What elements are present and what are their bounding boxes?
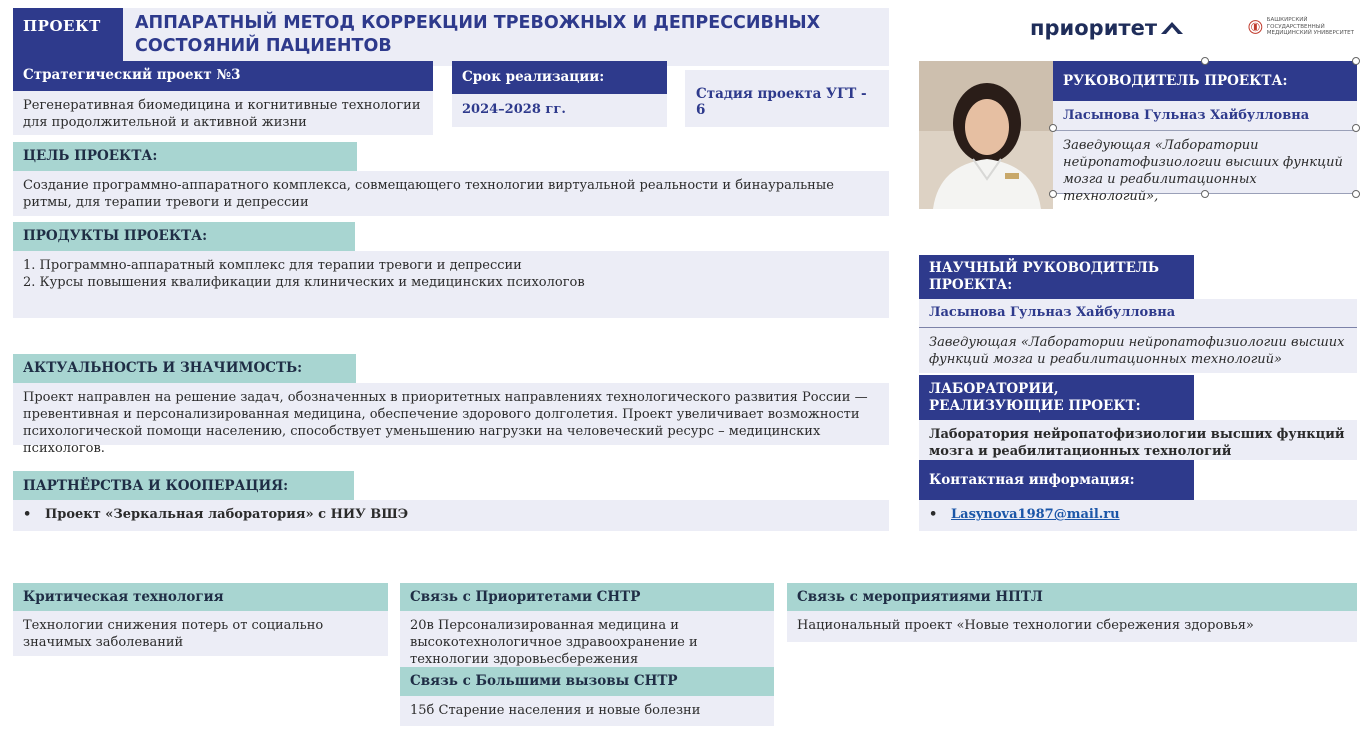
strategic-project-header: Стратегический проект №3 (13, 61, 433, 91)
big-challenges-header: Связь с Большими вызовы СНТР (400, 667, 774, 696)
relevance-text: Проект направлен на решение задач, обозначенных в приоритетных направлениях технологического развития России — превентивная и персонализированная медицина, обеспечение здорового долголетия. Проект увеличивает возможности психологической помощи населению, способствует уменьшению нагрузки на человеческий ресурс – медицинских психологов. (13, 383, 889, 445)
products-header: ПРОДУКТЫ ПРОЕКТА: (13, 222, 355, 251)
page-title: АППАРАТНЫЙ МЕТОД КОРРЕКЦИИ ТРЕВОЖНЫХ И ДЕПРЕССИВНЫХ СОСТОЯНИЙ ПАЦИЕНТОВ (123, 8, 889, 66)
labs-text: Лаборатория нейропатофизиологии высших функций мозга и реабилитационных технологий (919, 420, 1357, 460)
deadline-header: Срок реализации: (452, 61, 667, 94)
scientific-leader-name: Ласынова Гульназ Хайбулловна (919, 299, 1357, 328)
leader-header: РУКОВОДИТЕЛЬ ПРОЕКТА: (1053, 61, 1357, 101)
selection-handle[interactable] (1352, 190, 1360, 198)
bgmu-logo-text: БАШКИРСКИЙ ГОСУДАРСТВЕННЫЙ МЕДИЦИНСКИЙ УНИВЕРСИТЕТ (1266, 17, 1354, 37)
selection-handle[interactable] (1352, 57, 1360, 65)
product-item: 2. Курсы повышения квалификации для клинических и медицинских психологов (23, 275, 585, 290)
strategic-project-text: Регенеративная биомедицина и когнитивные технологии для продолжительной и активной жизни (13, 91, 433, 135)
selection-handle[interactable] (1049, 124, 1057, 132)
selection-handle[interactable] (1352, 124, 1360, 132)
critical-technology-text: Технологии снижения потерь от социально значимых заболеваний (13, 611, 388, 656)
prioritet-logo-text: приоритет (1030, 16, 1158, 40)
scientific-leader-header: НАУЧНЫЙ РУКОВОДИТЕЛЬ ПРОЕКТА: (919, 255, 1194, 299)
relevance-header: АКТУАЛЬНОСТЬ И ЗНАЧИМОСТЬ: (13, 354, 356, 383)
leader-photo (919, 61, 1053, 209)
project-label: ПРОЕКТ (13, 8, 123, 66)
bgmu-emblem-icon (1248, 11, 1263, 43)
sntr-priorities-text: 20в Персонализированная медицина и высокотехнологичное здравоохранение и технологии здоровьесбережения (400, 611, 774, 667)
contact-bullet: • (929, 507, 938, 522)
products-list (13, 251, 889, 318)
project-stage: Стадия проекта УГТ - 6 (685, 70, 889, 127)
goal-header: ЦЕЛЬ ПРОЕКТА: (13, 142, 357, 171)
partner-text: Проект «Зеркальная лаборатория» с НИУ ВШЭ (45, 507, 409, 522)
contact-list (919, 500, 1357, 531)
partner-item (23, 506, 879, 523)
contact-item (929, 506, 1347, 523)
goal-text: Создание программно-аппаратного комплекса, совмещающего технологии виртуальной реальности и бинауральные ритмы, для терапии тревоги и депрессии (13, 171, 889, 216)
prioritet-chevron-icon (1161, 20, 1183, 36)
partners-header: ПАРТНЁРСТВА И КООПЕРАЦИЯ: (13, 471, 354, 500)
labs-header: ЛАБОРАТОРИИ, РЕАЛИЗУЮЩИЕ ПРОЕКТ: (919, 375, 1194, 420)
partner-bullet: • (23, 507, 32, 522)
big-challenges-text: 15б Старение населения и новые болезни (400, 696, 774, 726)
critical-technology-header: Критическая технология (13, 583, 388, 611)
scientific-leader-role: Заведующая «Лаборатории нейропатофизиологии высших функций мозга и реабилитационных технологий» (919, 328, 1357, 373)
leader-role: Заведующая «Лаборатории нейропатофизиологии высших функций мозга и реабилитационных технологий», (1053, 131, 1357, 193)
person-portrait-icon (919, 61, 1053, 209)
prioritet-logo (1030, 14, 1195, 42)
deadline-value: 2024–2028 гг. (452, 94, 667, 127)
sntr-priorities-header: Связь с Приоритетами СНТР (400, 583, 774, 611)
nptl-events-header: Связь с мероприятиями НПТЛ (787, 583, 1357, 611)
partners-list (13, 500, 889, 531)
selection-handle[interactable] (1201, 57, 1209, 65)
selection-handle[interactable] (1201, 190, 1209, 198)
selection-handle[interactable] (1049, 190, 1057, 198)
contact-header: Контактная информация: (919, 460, 1194, 500)
nptl-events-text: Национальный проект «Новые технологии сбережения здоровья» (787, 611, 1357, 642)
contact-email-link[interactable]: Lasynova1987@mail.ru (951, 507, 1120, 522)
leader-name: Ласынова Гульназ Хайбулловна (1053, 101, 1357, 131)
product-item: 1. Программно-аппаратный комплекс для терапии тревоги и депрессии (23, 258, 522, 273)
bgmu-logo (1248, 10, 1360, 44)
